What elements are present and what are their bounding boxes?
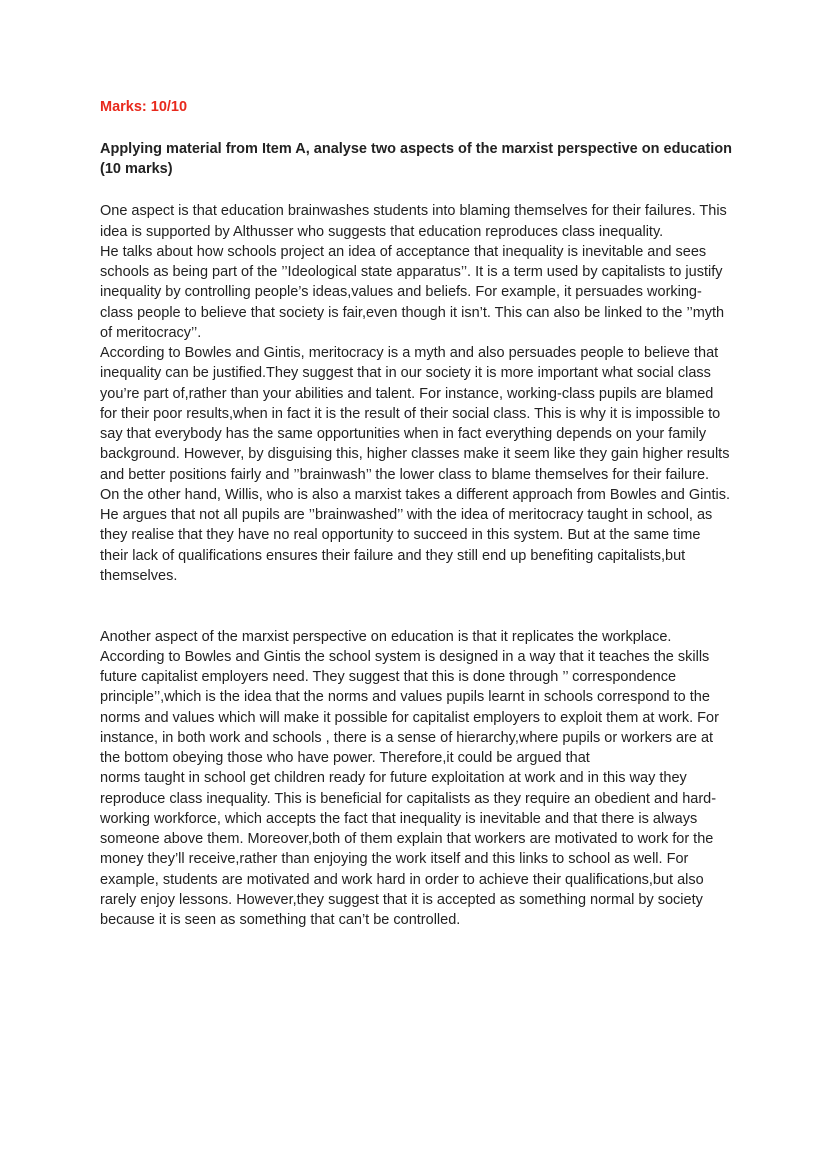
section-two [100, 627, 732, 931]
question-heading: Applying material from Item A, analyse two aspects of the marxist perspective on education (10 marks) [100, 141, 732, 178]
section-gap [100, 586, 732, 627]
document-page [100, 97, 732, 930]
paragraph: One aspect is that education brainwashes students into blaming themselves for their failures. This idea is supported by Althusser who suggests that education reproduces class inequality. [100, 203, 727, 240]
paragraph: Another aspect of the marxist perspective on education is that it replicates the workplace. According to Bowles and Gintis the school system is designed in a way that it teaches the skills future capitalist employers need. They suggest that this is done through ’’ correspondence principle’’,which is the idea that the norms and values pupils learnt in schools correspond to the norms and values which will make it possible for capitalist employers to exploit them at work. For instance, in both work and schools , there is a sense of hierarchy,where pupils or workers are at the bottom obeying those who have power. Therefore,it could be argued that [100, 628, 719, 767]
paragraph: He talks about how schools project an idea of acceptance that inequality is inevitable and sees schools as being part of the ’’Ideological state apparatus’’. It is a term used by capitalists to justify inequality by controlling people’s ideas,values and beliefs. For example, it persuades working-class people to believe that society is fair,even though it isn’t. This can also be linked to the ’’myth of meritocracy’’. [100, 243, 725, 341]
paragraph: According to Bowles and Gintis, meritocracy is a myth and also persuades people to believe that inequality can be justified.They suggest that in our society it is more important what social class you’re part of,rather than your abilities and talent. For instance, working-class pupils are blamed for their poor results,when in fact it is the result of their social class. This is why it is impossible to say that everybody has the same opportunities when in fact everything depends on your family background. However, by disguising this, higher classes make it seem like they gain higher results and better positions fairly and ’’brainwash’’ the lower class to blame themselves for their failure. [100, 345, 730, 483]
section-one [100, 201, 732, 586]
marks-label: Marks: 10/10 [100, 99, 188, 115]
paragraph: On the other hand, Willis, who is also a marxist takes a different approach from Bowles and Gintis. He argues that not all pupils are ’’brainwashed’’ with the idea of meritocracy taught in school, as they realise that they have no real opportunity to succeed in this system. But at the same time their lack of qualifications ensures their failure and they still end up benefiting capitalists,but themselves. [100, 486, 730, 584]
paragraph: norms taught in school get children ready for future exploitation at work and in this way they reproduce class inequality. This is beneficial for capitalists as they require an obedient and hard-working workforce, which accepts the fact that inequality is inevitable and that there is always someone above them. Moreover,both of them explain that workers are motivated to work for the money they’ll receive,rather than enjoying the work itself and this links to school as well. For example, students are motivated and work hard in order to achieve their qualifications,but also rarely enjoy lessons. However,they suggest that it is accepted as something normal by society because it is seen as something that can’t be controlled. [100, 770, 717, 929]
